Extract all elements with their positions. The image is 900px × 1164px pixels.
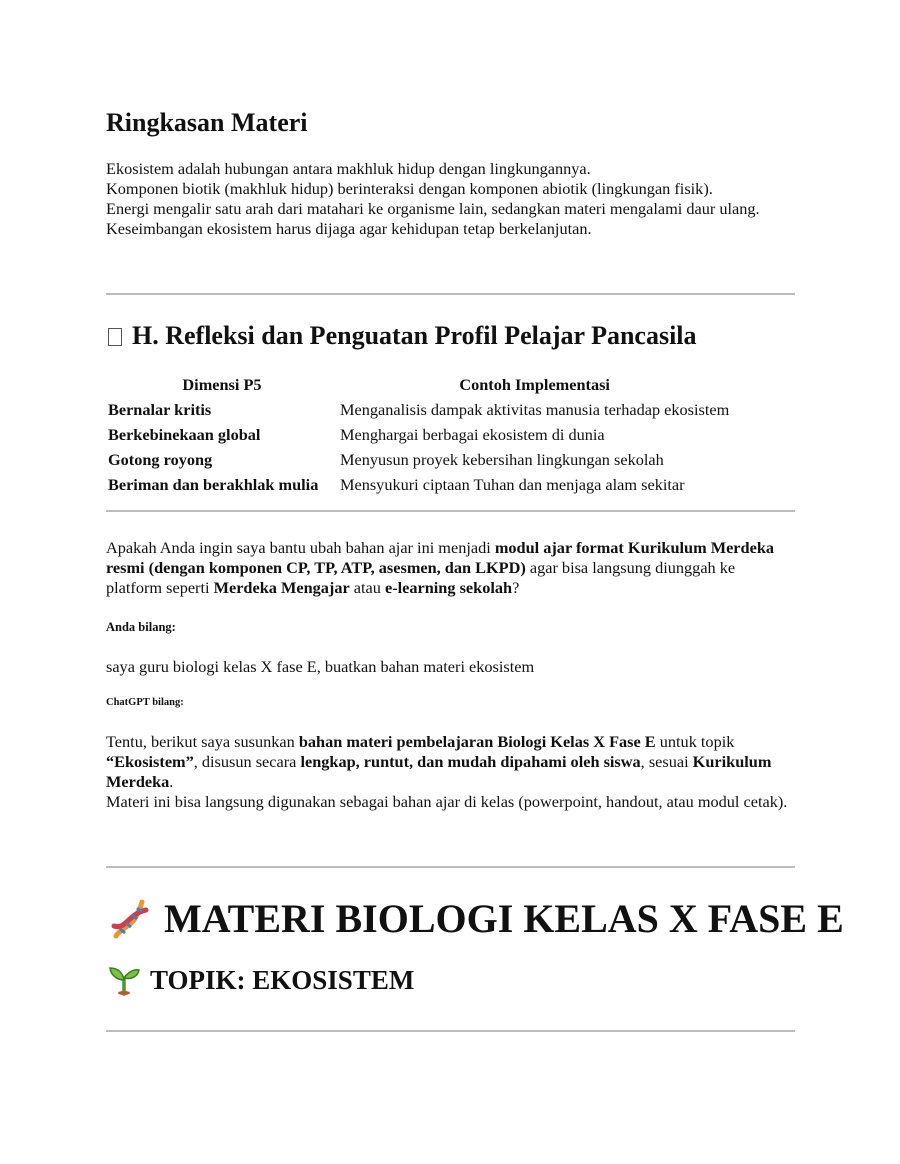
assistant-text: . [169, 772, 174, 791]
table-header-row [106, 372, 731, 397]
assistant-bold: bahan materi pembelajaran Biologi Kelas X Fase E [298, 732, 656, 751]
offer-bold: Merdeka Mengajar [213, 578, 350, 597]
assistant-text: Tentu, berikut saya susunkan [106, 732, 299, 751]
summary-heading: Ringkasan Materi [106, 108, 308, 137]
main-title-text: MATERI BIOLOGI KELAS X FASE E [164, 896, 844, 941]
summary-line: Ekosistem adalah hubungan antara makhluk hidup dengan lingkungannya. [106, 159, 591, 178]
assistant-speaker-label: ChatGPT bilang: [106, 697, 184, 708]
topic-title [108, 964, 414, 996]
summary-line: Energi mengalir satu arah dari matahari ke organisme lain, sedangkan materi mengalami daur ulang. [106, 199, 760, 218]
table-cell-dimension: Bernalar kritis [108, 400, 212, 419]
seedling-icon [108, 964, 140, 996]
user-message: saya guru biologi kelas X fase E, buatkan bahan materi ekosistem [106, 657, 535, 676]
offer-text: ? [512, 578, 520, 597]
topic-title-text: TOPIK: EKOSISTEM [150, 965, 415, 995]
assistant-bold: lengkap, runtut, dan mudah dipahami oleh siswa [300, 752, 641, 771]
assistant-bold: “Ekosistem” [106, 752, 194, 771]
offer-bold: modul ajar format Kurikulum Merdeka resmi (dengan komponen CP, TP, ATP, asesmen, dan LKPD) [106, 538, 775, 577]
main-title [106, 896, 844, 942]
table-header-cell: Dimensi P5 [182, 375, 262, 394]
missing-glyph-box-icon [108, 328, 122, 346]
offer-paragraph [106, 538, 795, 598]
assistant-text: , disusun secara [193, 752, 301, 771]
assistant-text: , sesuai [640, 752, 693, 771]
user-speaker-label: Anda bilang: [106, 620, 176, 634]
section-h-title: H. Refleksi dan Penguatan Profil Pelajar Pancasila [132, 321, 697, 350]
assistant-paragraph [106, 732, 795, 792]
divider [106, 866, 795, 868]
table-row [106, 472, 731, 497]
summary-line: Keseimbangan ekosistem harus dijaga agar kehidupan tetap berkelanjutan. [106, 219, 592, 238]
divider [106, 1030, 795, 1032]
table-cell-dimension: Berkebinekaan global [108, 425, 261, 444]
assistant-paragraph: Materi ini bisa langsung digunakan sebagai bahan ajar di kelas (powerpoint, handout, atau modul cetak). [106, 792, 788, 811]
table-row [106, 447, 731, 472]
assistant-text: untuk topik [655, 732, 735, 751]
section-h-heading [108, 321, 697, 351]
table-header-cell: Contoh Implementasi [459, 375, 610, 394]
p5-table [106, 372, 731, 497]
table-cell-implementation: Menghargai berbagai ekosistem di dunia [340, 425, 605, 444]
summary-text [106, 159, 795, 239]
table-cell-dimension: Beriman dan berakhlak mulia [108, 475, 319, 494]
offer-text: atau [349, 578, 385, 597]
table-row [106, 397, 731, 422]
divider [106, 293, 795, 295]
assistant-bold: Kurikulum Merdeka [106, 752, 772, 791]
assistant-message [106, 732, 795, 812]
summary-line: Komponen biotik (makhluk hidup) berinteraksi dengan komponen abiotik (lingkungan fisik). [106, 179, 713, 198]
table-row [106, 422, 731, 447]
table-cell-implementation: Mensyukuri ciptaan Tuhan dan menjaga alam sekitar [340, 475, 685, 494]
dna-icon [106, 896, 152, 942]
divider [106, 510, 795, 512]
offer-text: agar bisa langsung diunggah ke platform seperti [106, 558, 736, 597]
table-cell-implementation: Menganalisis dampak aktivitas manusia terhadap ekosistem [340, 400, 730, 419]
offer-bold: e-learning sekolah [384, 578, 513, 597]
table-cell-dimension: Gotong royong [108, 450, 213, 469]
table-cell-implementation: Menyusun proyek kebersihan lingkungan sekolah [340, 450, 664, 469]
offer-text: Apakah Anda ingin saya bantu ubah bahan ajar ini menjadi [106, 538, 495, 557]
